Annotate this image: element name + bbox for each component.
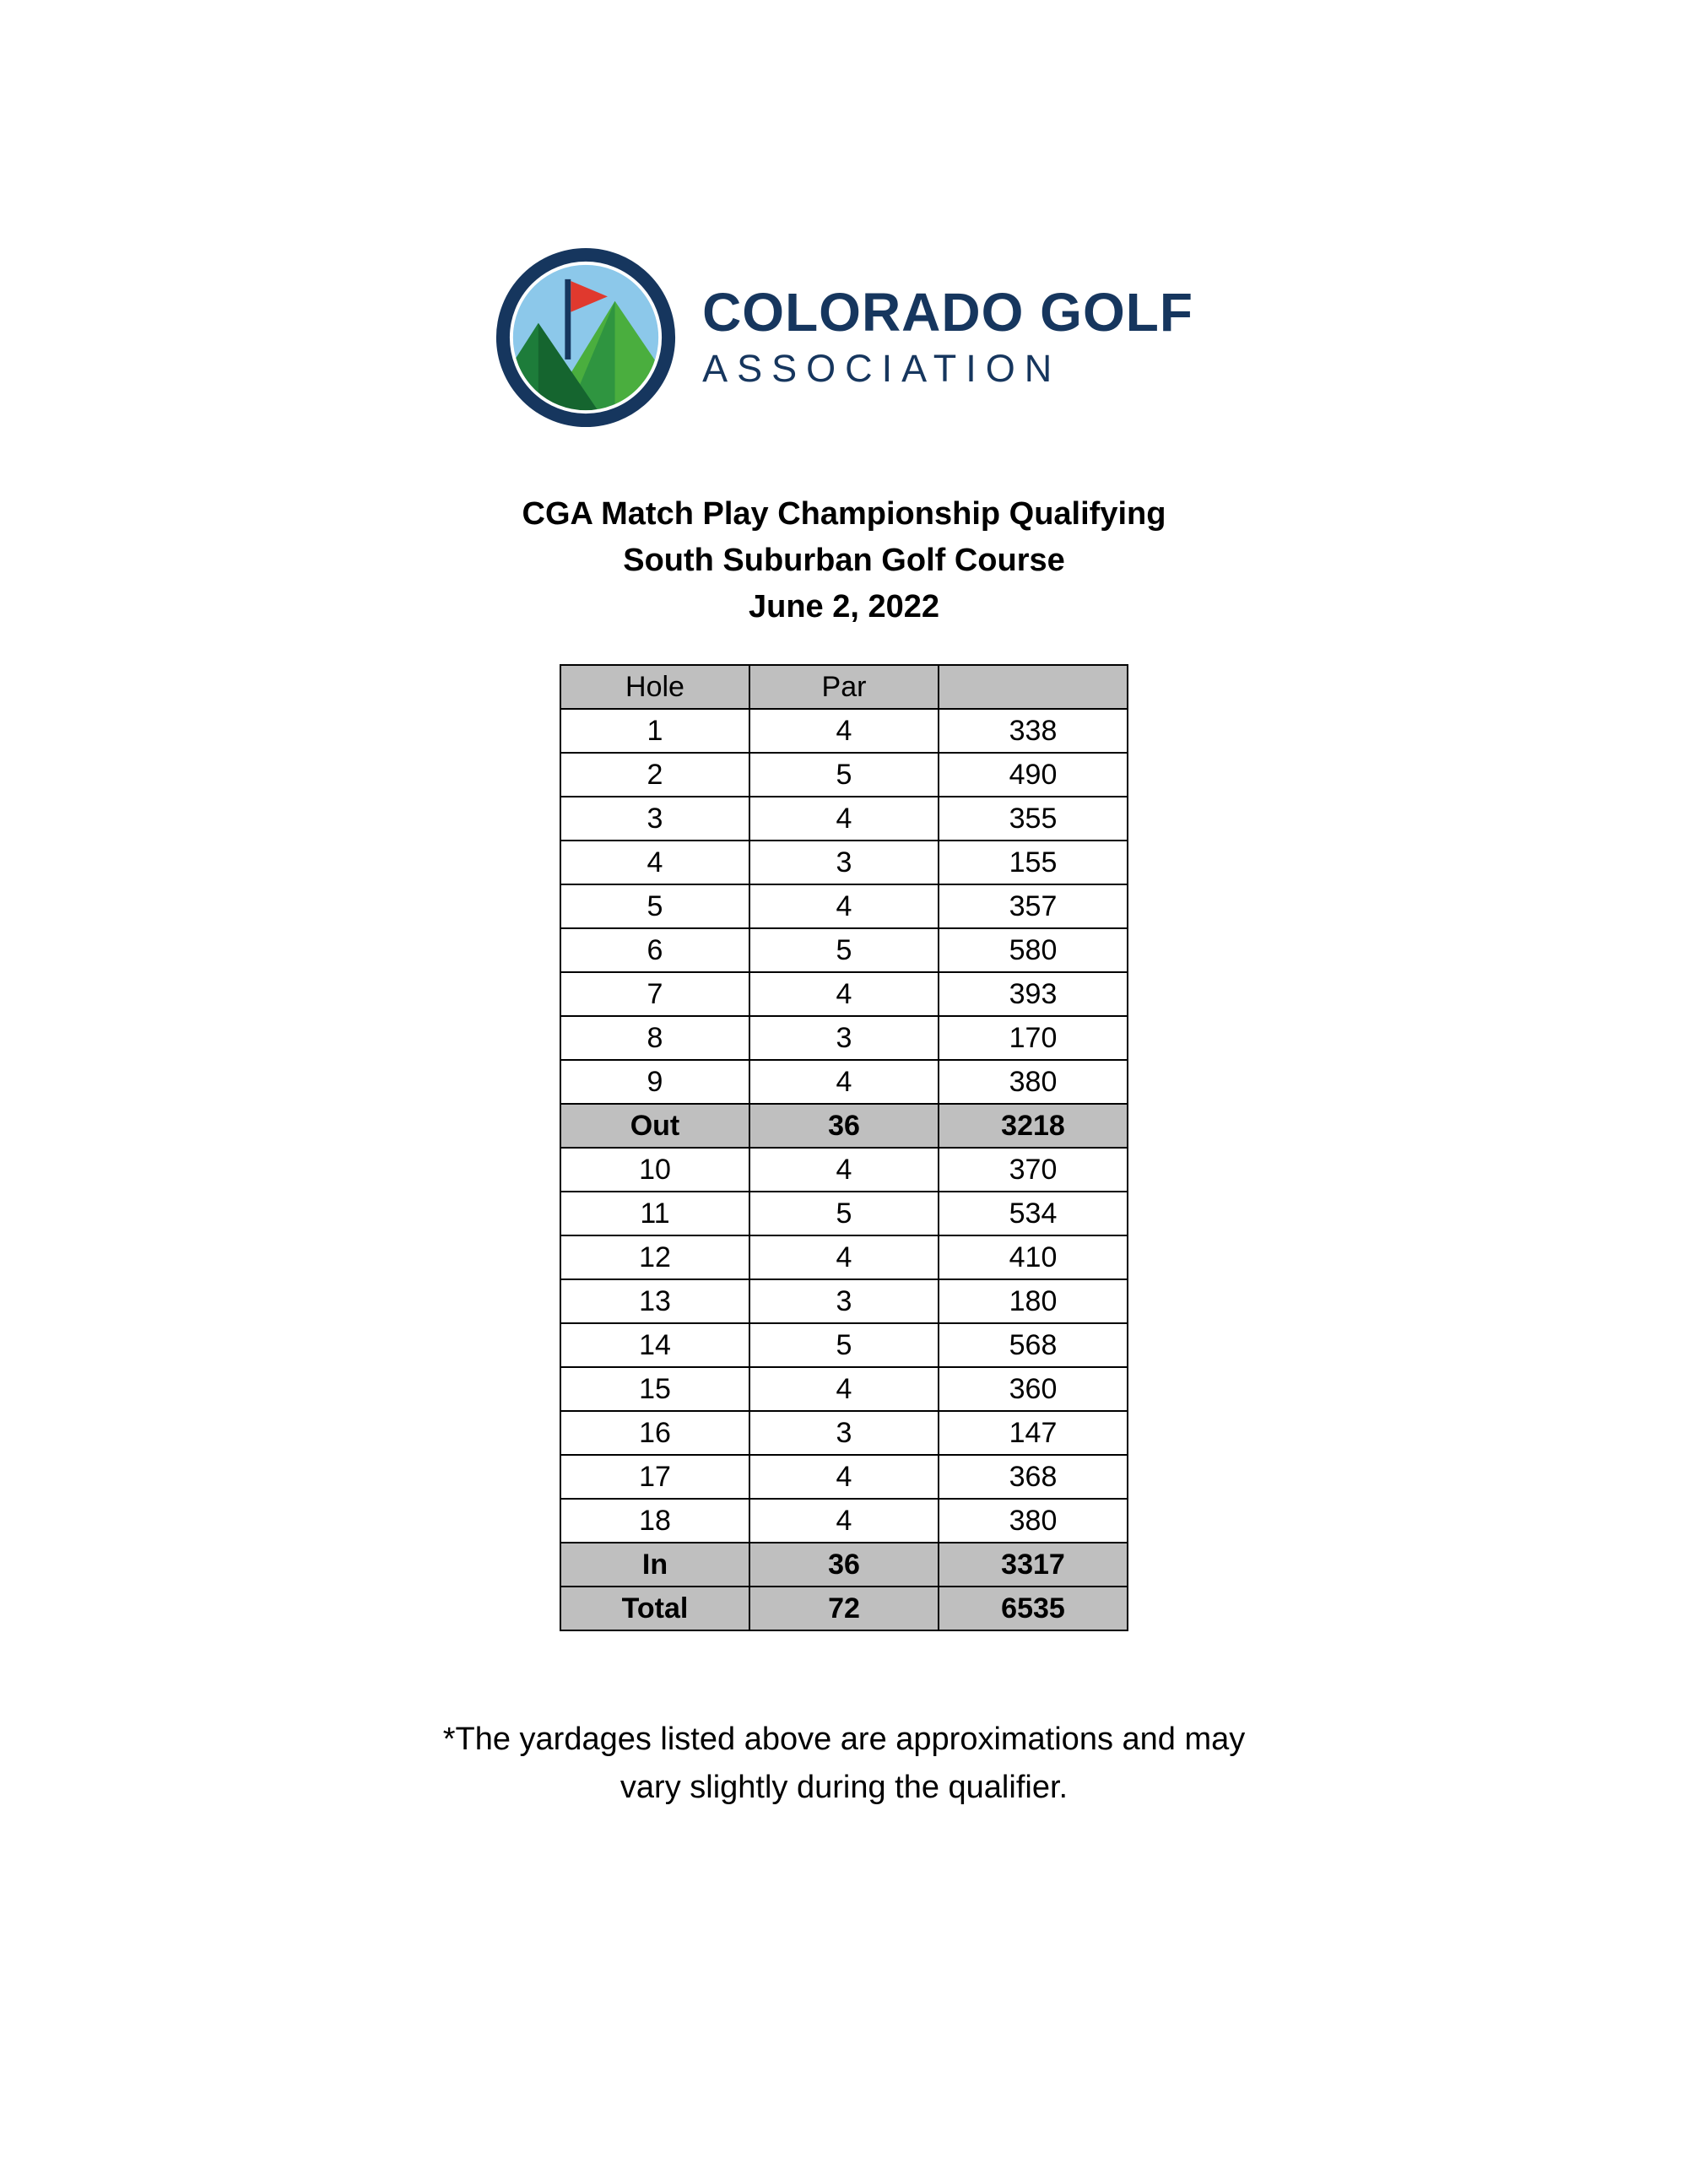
summary-row bbox=[560, 1104, 1128, 1148]
table-row bbox=[560, 1192, 1128, 1235]
scorecard-table bbox=[560, 664, 1128, 1631]
yardage-cell: 360 bbox=[939, 1367, 1128, 1411]
hole-cell: Out bbox=[560, 1104, 749, 1148]
logo-wordmark bbox=[702, 284, 1193, 391]
table-row bbox=[560, 1455, 1128, 1499]
par-cell: 4 bbox=[749, 1499, 939, 1543]
table-row bbox=[560, 1367, 1128, 1411]
table-row bbox=[560, 928, 1128, 972]
disclaimer-line-1: *The yardages listed above are approximations and may bbox=[442, 1722, 1246, 1757]
hole-cell: 14 bbox=[560, 1323, 749, 1367]
par-cell: 4 bbox=[749, 1367, 939, 1411]
table-row bbox=[560, 1499, 1128, 1543]
par-column-header: Par bbox=[749, 665, 939, 709]
yardage-cell: 393 bbox=[939, 972, 1128, 1016]
yardage-cell: 534 bbox=[939, 1192, 1128, 1235]
hole-cell: 17 bbox=[560, 1455, 749, 1499]
summary-row bbox=[560, 1543, 1128, 1587]
summary-row bbox=[560, 1587, 1128, 1630]
hole-column-header: Hole bbox=[560, 665, 749, 709]
par-cell: 36 bbox=[749, 1543, 939, 1587]
table-row bbox=[560, 1323, 1128, 1367]
scorecard-header bbox=[560, 665, 1128, 709]
yardage-cell: 6535 bbox=[939, 1587, 1128, 1630]
header-row bbox=[560, 665, 1128, 709]
par-cell: 3 bbox=[749, 841, 939, 884]
hole-cell: 12 bbox=[560, 1235, 749, 1279]
mountain-flag-icon bbox=[495, 246, 677, 429]
yardage-cell: 490 bbox=[939, 753, 1128, 797]
par-cell: 5 bbox=[749, 928, 939, 972]
event-venue: South Suburban Golf Course bbox=[623, 543, 1065, 578]
par-cell: 3 bbox=[749, 1016, 939, 1060]
table-row bbox=[560, 1148, 1128, 1192]
table-row bbox=[560, 1411, 1128, 1455]
yardage-cell: 580 bbox=[939, 928, 1128, 972]
table-row bbox=[560, 1016, 1128, 1060]
hole-cell: Total bbox=[560, 1587, 749, 1630]
hole-cell: 8 bbox=[560, 1016, 749, 1060]
par-cell: 3 bbox=[749, 1411, 939, 1455]
par-cell: 4 bbox=[749, 884, 939, 928]
table-row bbox=[560, 972, 1128, 1016]
event-date: June 2, 2022 bbox=[748, 589, 940, 624]
yardage-cell: 357 bbox=[939, 884, 1128, 928]
hole-cell: 9 bbox=[560, 1060, 749, 1104]
hole-cell: 3 bbox=[560, 797, 749, 841]
hole-cell: 6 bbox=[560, 928, 749, 972]
par-cell: 36 bbox=[749, 1104, 939, 1148]
par-cell: 4 bbox=[749, 797, 939, 841]
hole-cell: 15 bbox=[560, 1367, 749, 1411]
yardage-cell: 180 bbox=[939, 1279, 1128, 1323]
yardage-cell: 147 bbox=[939, 1411, 1128, 1455]
hole-cell: 11 bbox=[560, 1192, 749, 1235]
table-row bbox=[560, 753, 1128, 797]
yardage-cell: 170 bbox=[939, 1016, 1128, 1060]
yardage-cell: 368 bbox=[939, 1455, 1128, 1499]
hole-cell: 10 bbox=[560, 1148, 749, 1192]
yardage-cell: 3317 bbox=[939, 1543, 1128, 1587]
hole-cell: 7 bbox=[560, 972, 749, 1016]
table-row bbox=[560, 1060, 1128, 1104]
yardage-cell: 3218 bbox=[939, 1104, 1128, 1148]
table-row bbox=[560, 841, 1128, 884]
hole-cell: 16 bbox=[560, 1411, 749, 1455]
hole-cell: 13 bbox=[560, 1279, 749, 1323]
par-cell: 4 bbox=[749, 1235, 939, 1279]
hole-cell: 1 bbox=[560, 709, 749, 753]
yardage-cell: 338 bbox=[939, 709, 1128, 753]
table-row bbox=[560, 884, 1128, 928]
yardage-cell: 355 bbox=[939, 797, 1128, 841]
par-cell: 72 bbox=[749, 1587, 939, 1630]
par-cell: 5 bbox=[749, 753, 939, 797]
table-row bbox=[560, 1235, 1128, 1279]
hole-cell: 2 bbox=[560, 753, 749, 797]
yardage-cell: 155 bbox=[939, 841, 1128, 884]
par-cell: 4 bbox=[749, 972, 939, 1016]
event-header bbox=[0, 491, 1688, 630]
hole-cell: 5 bbox=[560, 884, 749, 928]
logo-title: COLORADO GOLF bbox=[702, 282, 1193, 343]
yardage-cell: 410 bbox=[939, 1235, 1128, 1279]
yardage-cell: 380 bbox=[939, 1060, 1128, 1104]
table-row bbox=[560, 709, 1128, 753]
yardage-cell: 380 bbox=[939, 1499, 1128, 1543]
logo-subtitle: ASSOCIATION bbox=[702, 347, 1062, 390]
hole-cell: 4 bbox=[560, 841, 749, 884]
yardage-column-header bbox=[939, 665, 1128, 709]
par-cell: 4 bbox=[749, 1148, 939, 1192]
hole-cell: 18 bbox=[560, 1499, 749, 1543]
par-cell: 5 bbox=[749, 1192, 939, 1235]
yardage-cell: 370 bbox=[939, 1148, 1128, 1192]
scorecard-body bbox=[560, 709, 1128, 1630]
par-cell: 5 bbox=[749, 1323, 939, 1367]
yardage-cell: 568 bbox=[939, 1323, 1128, 1367]
hole-cell: In bbox=[560, 1543, 749, 1587]
par-cell: 4 bbox=[749, 709, 939, 753]
event-title: CGA Match Play Championship Qualifying bbox=[522, 496, 1166, 532]
par-cell: 3 bbox=[749, 1279, 939, 1323]
yardage-disclaimer bbox=[0, 1716, 1688, 1812]
disclaimer-line-2: vary slightly during the qualifier. bbox=[619, 1770, 1069, 1805]
cga-logo bbox=[0, 0, 1688, 429]
table-row bbox=[560, 797, 1128, 841]
table-row bbox=[560, 1279, 1128, 1323]
par-cell: 4 bbox=[749, 1455, 939, 1499]
par-cell: 4 bbox=[749, 1060, 939, 1104]
